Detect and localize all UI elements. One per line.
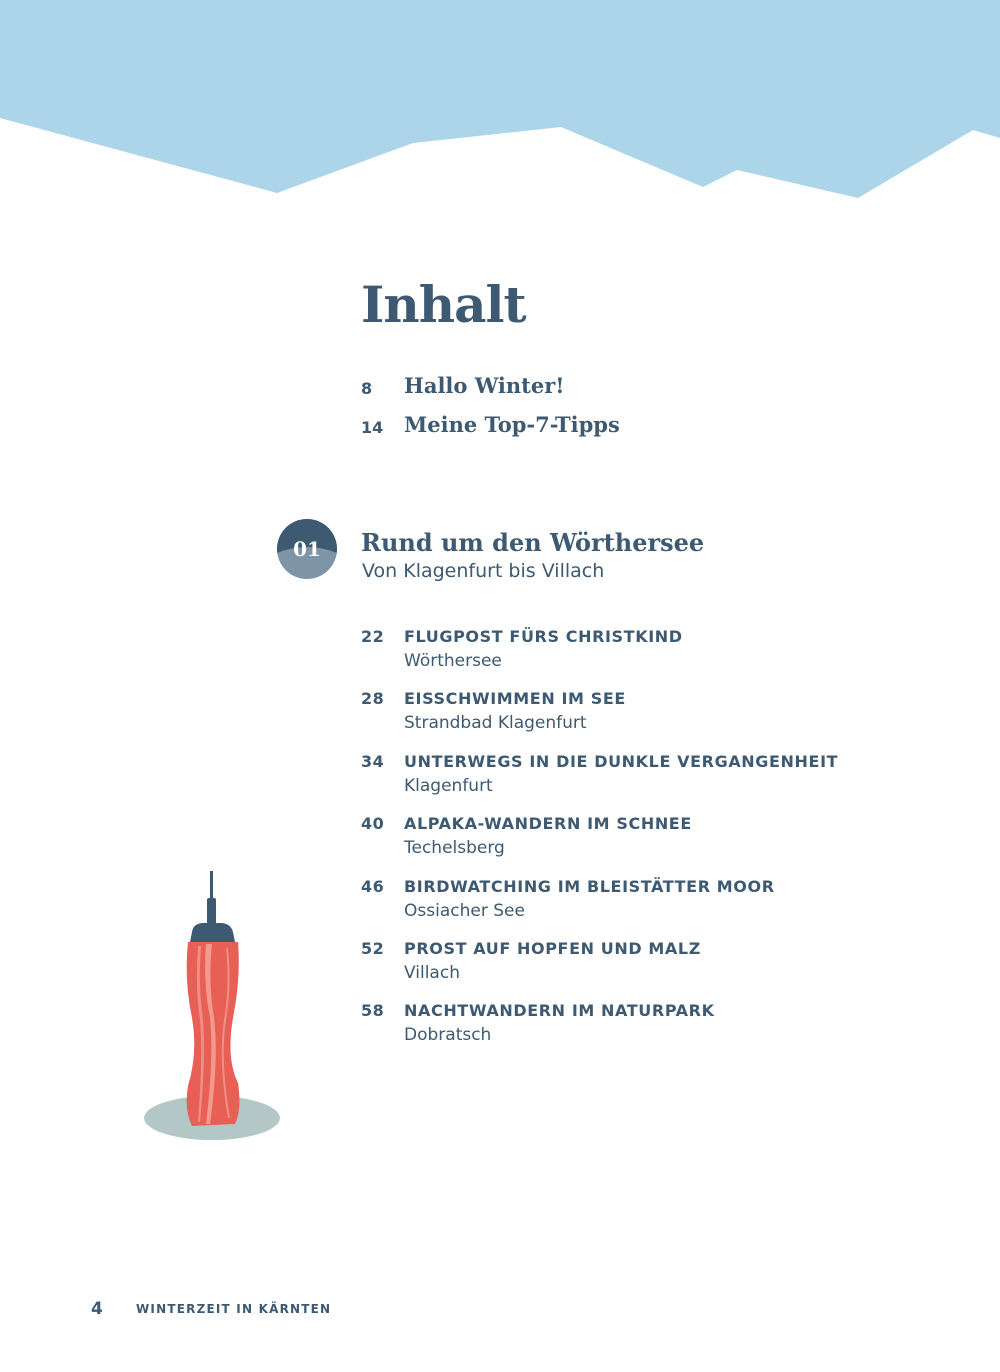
entry-page-number: 40 <box>361 814 385 833</box>
chapter-badge <box>277 519 337 579</box>
intro-page-number: 8 <box>361 379 373 398</box>
entry-page-number: 52 <box>361 939 385 958</box>
entry-page-number: 58 <box>361 1001 385 1020</box>
entry-place: Strandbad Klagenfurt <box>404 713 587 733</box>
toc-entry[interactable] <box>361 752 921 804</box>
toc-entry[interactable] <box>361 689 921 741</box>
tower-cap <box>190 923 235 942</box>
intro-label: Meine Top-7-Tipps <box>404 412 620 437</box>
tower-antenna-base <box>207 898 216 924</box>
entry-title: EISSCHWIMMEN IM SEE <box>404 689 626 708</box>
entry-page-number: 34 <box>361 752 385 771</box>
entry-page-number: 28 <box>361 689 385 708</box>
entry-place: Wörthersee <box>404 651 502 671</box>
footer-page-number: 4 <box>91 1299 103 1319</box>
entry-place: Villach <box>404 963 460 983</box>
tower-antenna <box>210 871 213 901</box>
footer-book-title: WINTERZEIT IN KÄRNTEN <box>136 1302 332 1316</box>
intro-page-number: 14 <box>361 418 384 437</box>
toc-entry[interactable] <box>361 814 921 866</box>
entry-place: Klagenfurt <box>404 776 493 796</box>
entry-title: NACHTWANDERN IM NATURPARK <box>404 1001 715 1020</box>
toc-entry[interactable] <box>361 939 921 991</box>
entry-title: PROST AUF HOPFEN UND MALZ <box>404 939 701 958</box>
entry-title: FLUGPOST FÜRS CHRISTKIND <box>404 627 683 646</box>
entry-place: Ossiacher See <box>404 901 525 921</box>
entry-title: UNTERWEGS IN DIE DUNKLE VERGANGENHEIT <box>404 752 839 771</box>
pyramidenkogel-tower-icon <box>140 868 285 1148</box>
toc-entry[interactable] <box>361 877 921 929</box>
chapter-subtitle: Von Klagenfurt bis Villach <box>362 560 605 582</box>
sky-band <box>0 0 1000 198</box>
mountain-skyline-icon <box>0 0 1000 210</box>
entry-place: Techelsberg <box>404 838 505 858</box>
intro-label: Hallo Winter! <box>404 373 565 398</box>
toc-entry[interactable] <box>361 627 921 679</box>
toc-entry[interactable] <box>361 1001 921 1053</box>
entry-page-number: 22 <box>361 627 385 646</box>
entry-page-number: 46 <box>361 877 385 896</box>
page-title: Inhalt <box>361 275 526 334</box>
chapter-title[interactable]: Rund um den Wörthersee <box>361 528 705 557</box>
entry-title: ALPAKA-WANDERN IM SCHNEE <box>404 814 692 833</box>
entry-title: BIRDWATCHING IM BLEISTÄTTER MOOR <box>404 877 775 896</box>
chapter-number: 01 <box>293 537 321 561</box>
entry-place: Dobratsch <box>404 1025 492 1045</box>
